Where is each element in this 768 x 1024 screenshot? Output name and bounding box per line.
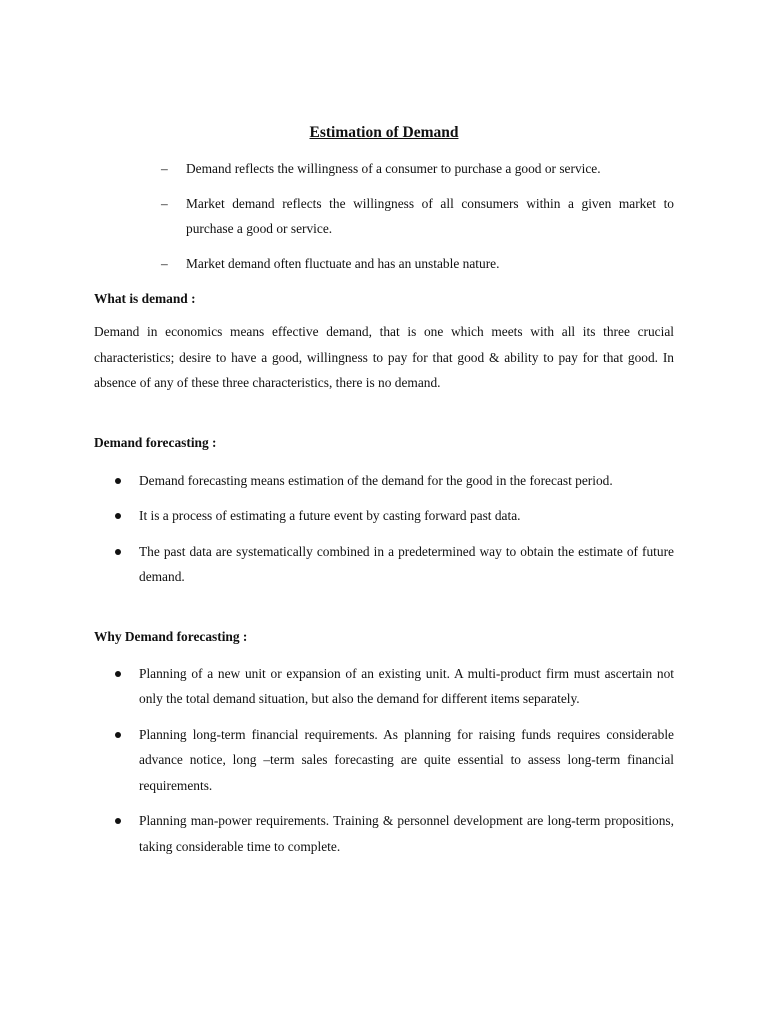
bullet-icon bbox=[115, 671, 121, 677]
dash-marker: – bbox=[161, 161, 168, 176]
list-item-text: The past data are systematically combined in a predetermined way to obtain the estimate of future demand. bbox=[139, 543, 674, 584]
dash-marker: – bbox=[161, 195, 168, 211]
section-heading-why-demand-forecasting: Why Demand forecasting : bbox=[94, 628, 248, 644]
list-item bbox=[139, 468, 674, 494]
why-demand-forecasting-list bbox=[94, 661, 674, 860]
section-heading-what-is-demand: What is demand : bbox=[94, 291, 196, 306]
paragraph-what-is-demand: Demand in economics means effective demand, that is one which meets with all its three crucial characteristics; desire to have a good, willingness to pay for that good & ability to pay for that good. In absence of any of these three characteristics, there is no demand. bbox=[94, 324, 674, 390]
section-heading-demand-forecasting: Demand forecasting : bbox=[94, 434, 217, 450]
list-item bbox=[139, 808, 674, 859]
intro-list bbox=[94, 156, 674, 276]
bullet-icon bbox=[115, 732, 121, 738]
list-item-text: It is a process of estimating a future event by casting forward past data. bbox=[139, 508, 521, 523]
list-item bbox=[161, 156, 674, 182]
list-item bbox=[161, 191, 674, 242]
bullet-icon bbox=[115, 818, 121, 824]
list-item-text: Demand forecasting means estimation of the demand for the good in the forecast period. bbox=[139, 472, 613, 488]
list-item-text: Planning of a new unit or expansion of an existing unit. A multi-product firm must ascertain not only the total demand situation, but also the demand for different items separately. bbox=[139, 665, 674, 706]
list-item-text: Planning long-term financial requirements. As planning for raising funds requires considerable advance notice, long –term sales forecasting are quite essential to assess long-term financial requirements. bbox=[139, 726, 674, 793]
page-title: Estimation of Demand bbox=[309, 124, 459, 141]
list-item bbox=[161, 251, 674, 277]
dash-marker: – bbox=[161, 255, 168, 271]
list-item bbox=[139, 722, 674, 799]
list-item bbox=[139, 539, 674, 590]
list-item-text: Planning man-power requirements. Training & personnel development are long-term propositions, taking considerable time to complete. bbox=[139, 813, 674, 854]
list-item-text: Demand reflects the willingness of a consumer to purchase a good or service. bbox=[186, 161, 601, 176]
demand-forecasting-list bbox=[94, 468, 674, 590]
list-item bbox=[139, 503, 674, 529]
list-item-text: Market demand often fluctuate and has an unstable nature. bbox=[186, 255, 500, 271]
list-item bbox=[139, 661, 674, 712]
list-item-text: Market demand reflects the willingness of all consumers within a given market to purchase a good or service. bbox=[186, 195, 674, 236]
bullet-icon bbox=[115, 478, 121, 484]
bullet-icon bbox=[115, 513, 121, 519]
bullet-icon bbox=[115, 549, 121, 555]
